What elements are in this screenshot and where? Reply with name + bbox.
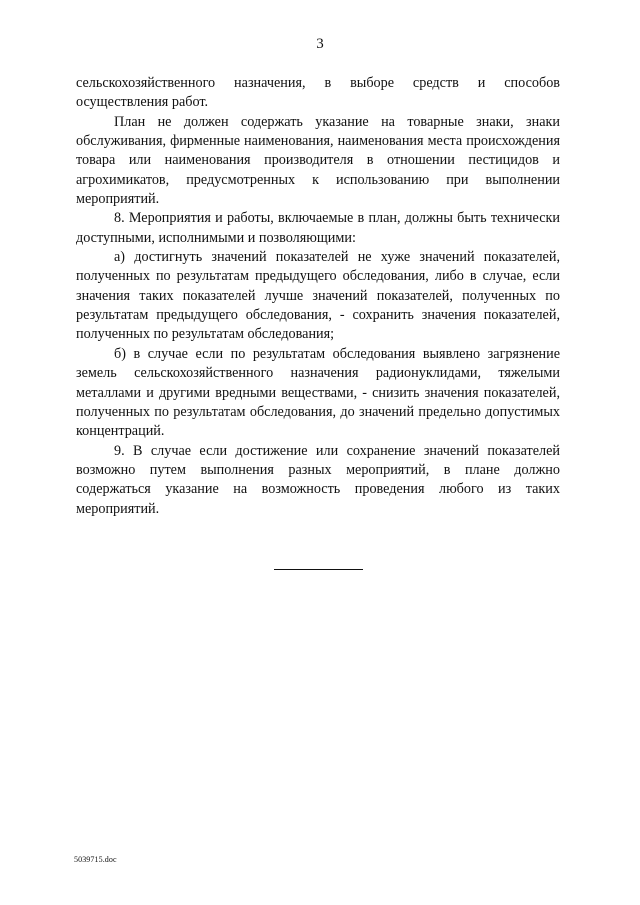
paragraph-item-8a: а) достигнуть значений показателей не хуже значений показателей, полученных по результатам предыдущего обследования, либо в случае, если значения таких показателей лучше значений показателей, полученных по результатам предыдущего обследования, - сохранить значения показателей, полученных по результатам обследования; [76, 249, 560, 343]
file-name-footer: 5039715.doc [74, 855, 117, 864]
paragraph-trademark-restriction: План не должен содержать указание на товарные знаки, знаки обслуживания, фирменные наименования, наименования места происхождения товара или наименования производителя в отношении пестицидов и агрохимикатов, предусмотренных к использованию при выполнении мероприятий. [76, 113, 560, 208]
end-divider [274, 569, 363, 570]
page-number: 3 [316, 36, 324, 52]
paragraph-item-8b: б) в случае если по результатам обследования выявлено загрязнение земель сельскохозяйственного назначения радионуклидами, тяжелыми металлами и другими вредными веществами, - снизить значения показателей, полученных по результатам обследования, до значений предельно допустимых концентраций. [76, 345, 560, 440]
paragraph-item-8: 8. Мероприятия и работы, включаемые в план, должны быть технически доступными, исполнимыми и позволяющими: [76, 210, 560, 246]
document-body [76, 74, 560, 519]
paragraph-continuation: сельскохозяйственного назначения, в выборе средств и способов осуществления работ. [76, 75, 560, 111]
paragraph-item-9: 9. В случае если достижение или сохранение значений показателей возможно путем выполнения разных мероприятий, в плане должно содержаться указание на возможность проведения любого из таких мероприятий. [76, 442, 560, 517]
